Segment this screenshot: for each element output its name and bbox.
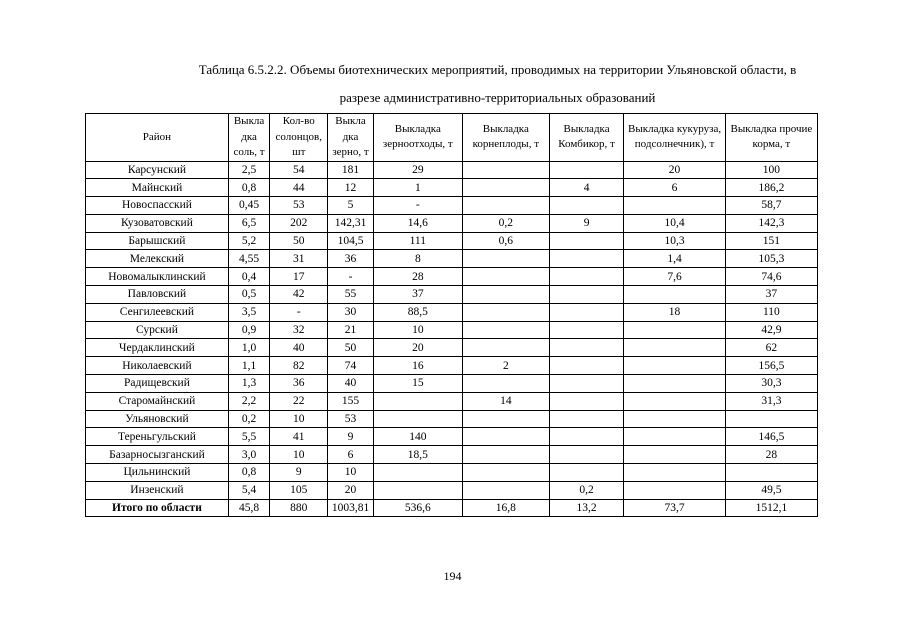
value-cell: 146,5 (725, 428, 817, 446)
value-cell: 0,45 (228, 197, 269, 215)
region-cell: Мелекский (86, 250, 229, 268)
value-cell (462, 161, 549, 179)
header-row (86, 114, 818, 162)
value-cell: 105 (270, 481, 328, 499)
value-cell: 41 (270, 428, 328, 446)
value-cell: 110 (725, 303, 817, 321)
value-cell: - (270, 303, 328, 321)
value-cell (462, 464, 549, 482)
region-cell: Сурский (86, 321, 229, 339)
value-cell: 88,5 (373, 303, 462, 321)
value-cell: 32 (270, 321, 328, 339)
value-cell (462, 268, 549, 286)
value-cell (462, 179, 549, 197)
column-header: Выкладка прочие корма, т (725, 114, 817, 162)
table-row (86, 179, 818, 197)
value-cell: 536,6 (373, 499, 462, 517)
value-cell (549, 375, 624, 393)
value-cell (549, 232, 624, 250)
value-cell: 37 (725, 286, 817, 304)
value-cell: 21 (328, 321, 374, 339)
value-cell: 58,7 (725, 197, 817, 215)
value-cell (624, 375, 725, 393)
value-cell (462, 446, 549, 464)
value-cell: 53 (328, 410, 374, 428)
table-row (86, 446, 818, 464)
region-cell: Николаевский (86, 357, 229, 375)
table-row (86, 321, 818, 339)
value-cell: 36 (328, 250, 374, 268)
value-cell: 40 (328, 375, 374, 393)
value-cell (624, 339, 725, 357)
value-cell (462, 375, 549, 393)
column-header: Выкладка Комбикор, т (549, 114, 624, 162)
value-cell (624, 410, 725, 428)
column-header: Выкладка кукуруза, подсолнечник), т (624, 114, 725, 162)
value-cell (462, 481, 549, 499)
value-cell: 1512,1 (725, 499, 817, 517)
region-cell: Новоспасский (86, 197, 229, 215)
region-cell: Цильнинский (86, 464, 229, 482)
value-cell (549, 321, 624, 339)
value-cell: 142,3 (725, 214, 817, 232)
value-cell: 3,5 (228, 303, 269, 321)
value-cell: 186,2 (725, 179, 817, 197)
value-cell (373, 392, 462, 410)
region-cell: Итого по области (86, 499, 229, 517)
value-cell: 44 (270, 179, 328, 197)
value-cell (549, 446, 624, 464)
value-cell: 10 (270, 446, 328, 464)
table-row (86, 428, 818, 446)
total-row (86, 499, 818, 517)
value-cell: 10,3 (624, 232, 725, 250)
value-cell: 142,31 (328, 214, 374, 232)
value-cell: 9 (270, 464, 328, 482)
value-cell: 49,5 (725, 481, 817, 499)
value-cell: 2 (462, 357, 549, 375)
value-cell: 10 (373, 321, 462, 339)
value-cell: 4 (549, 179, 624, 197)
value-cell: 5,2 (228, 232, 269, 250)
table-row (86, 214, 818, 232)
region-cell: Барышский (86, 232, 229, 250)
value-cell: 74 (328, 357, 374, 375)
value-cell (462, 339, 549, 357)
value-cell: 181 (328, 161, 374, 179)
value-cell (462, 303, 549, 321)
value-cell: 8 (373, 250, 462, 268)
value-cell: 28 (725, 446, 817, 464)
value-cell (549, 161, 624, 179)
value-cell: 104,5 (328, 232, 374, 250)
value-cell (549, 428, 624, 446)
value-cell (549, 286, 624, 304)
column-header: Выкла дка соль, т (228, 114, 269, 162)
value-cell (624, 446, 725, 464)
value-cell: 82 (270, 357, 328, 375)
value-cell: 0,2 (228, 410, 269, 428)
region-cell: Старомайнский (86, 392, 229, 410)
data-table (85, 113, 818, 517)
region-cell: Тереньгульский (86, 428, 229, 446)
value-cell: 0,4 (228, 268, 269, 286)
value-cell: 40 (270, 339, 328, 357)
value-cell: 10,4 (624, 214, 725, 232)
value-cell: 30,3 (725, 375, 817, 393)
value-cell (725, 410, 817, 428)
value-cell: 74,6 (725, 268, 817, 286)
value-cell (624, 428, 725, 446)
value-cell: 20 (624, 161, 725, 179)
value-cell (462, 286, 549, 304)
value-cell: 0,8 (228, 464, 269, 482)
value-cell (624, 357, 725, 375)
value-cell (549, 303, 624, 321)
table-row (86, 464, 818, 482)
table-row (86, 481, 818, 499)
value-cell: 22 (270, 392, 328, 410)
value-cell: 1,4 (624, 250, 725, 268)
table-title: Таблица 6.5.2.2. Объемы биотехнических мероприятий, проводимых на территории Ульяновской области, в (198, 62, 797, 77)
value-cell: 45,8 (228, 499, 269, 517)
value-cell: 9 (328, 428, 374, 446)
value-cell: 5 (328, 197, 374, 215)
value-cell (373, 481, 462, 499)
table-row (86, 268, 818, 286)
table-row (86, 410, 818, 428)
value-cell: 140 (373, 428, 462, 446)
value-cell: 1,3 (228, 375, 269, 393)
value-cell (462, 197, 549, 215)
value-cell: 1 (373, 179, 462, 197)
value-cell (549, 410, 624, 428)
value-cell: 9 (549, 214, 624, 232)
value-cell (462, 410, 549, 428)
value-cell: 30 (328, 303, 374, 321)
value-cell (549, 268, 624, 286)
value-cell: 2,2 (228, 392, 269, 410)
value-cell: - (328, 268, 374, 286)
region-cell: Сенгилеевский (86, 303, 229, 321)
value-cell: 36 (270, 375, 328, 393)
value-cell: 100 (725, 161, 817, 179)
table-row (86, 392, 818, 410)
region-cell: Радищевский (86, 375, 229, 393)
value-cell: 0,5 (228, 286, 269, 304)
value-cell: 6 (328, 446, 374, 464)
value-cell: 10 (270, 410, 328, 428)
value-cell: 111 (373, 232, 462, 250)
value-cell (624, 321, 725, 339)
value-cell: 3,0 (228, 446, 269, 464)
value-cell: 18,5 (373, 446, 462, 464)
value-cell: 42,9 (725, 321, 817, 339)
table-row (86, 303, 818, 321)
value-cell: 0,6 (462, 232, 549, 250)
value-cell: 6 (624, 179, 725, 197)
value-cell: 54 (270, 161, 328, 179)
value-cell: 1,1 (228, 357, 269, 375)
value-cell: 0,2 (462, 214, 549, 232)
column-header: Выкладка зерноотходы, т (373, 114, 462, 162)
value-cell: 6,5 (228, 214, 269, 232)
value-cell: 7,6 (624, 268, 725, 286)
value-cell: 16 (373, 357, 462, 375)
table-row (86, 339, 818, 357)
table-subtitle: разрезе административно-территориальных образований (339, 90, 656, 105)
region-cell: Кузоватовский (86, 214, 229, 232)
page-number: 194 (443, 569, 462, 583)
value-cell (549, 197, 624, 215)
value-cell: 4,55 (228, 250, 269, 268)
value-cell: 105,3 (725, 250, 817, 268)
value-cell: 37 (373, 286, 462, 304)
value-cell (549, 357, 624, 375)
value-cell: 53 (270, 197, 328, 215)
value-cell: - (373, 197, 462, 215)
region-cell: Чердаклинский (86, 339, 229, 357)
value-cell (462, 321, 549, 339)
value-cell (624, 286, 725, 304)
value-cell (624, 197, 725, 215)
region-cell: Павловский (86, 286, 229, 304)
value-cell: 20 (328, 481, 374, 499)
value-cell (549, 250, 624, 268)
column-header: Кол-во солонцов, шт (270, 114, 328, 162)
value-cell: 50 (328, 339, 374, 357)
value-cell: 62 (725, 339, 817, 357)
value-cell: 10 (328, 464, 374, 482)
region-cell: Майнский (86, 179, 229, 197)
value-cell: 31 (270, 250, 328, 268)
value-cell: 20 (373, 339, 462, 357)
value-cell (624, 481, 725, 499)
region-cell: Базарносызганский (86, 446, 229, 464)
table-row (86, 197, 818, 215)
region-cell: Инзенский (86, 481, 229, 499)
value-cell: 880 (270, 499, 328, 517)
column-header: Выкла дка зерно, т (328, 114, 374, 162)
value-cell (373, 464, 462, 482)
value-cell: 155 (328, 392, 374, 410)
value-cell (549, 392, 624, 410)
table-row (86, 250, 818, 268)
value-cell: 0,9 (228, 321, 269, 339)
value-cell (549, 339, 624, 357)
value-cell: 42 (270, 286, 328, 304)
value-cell: 1,0 (228, 339, 269, 357)
value-cell: 12 (328, 179, 374, 197)
value-cell: 0,8 (228, 179, 269, 197)
value-cell: 16,8 (462, 499, 549, 517)
region-cell: Ульяновский (86, 410, 229, 428)
value-cell (462, 428, 549, 446)
value-cell: 0,2 (549, 481, 624, 499)
region-cell: Новомалыклинский (86, 268, 229, 286)
value-cell (462, 250, 549, 268)
value-cell: 55 (328, 286, 374, 304)
value-cell (624, 464, 725, 482)
table-row (86, 375, 818, 393)
value-cell: 151 (725, 232, 817, 250)
value-cell: 13,2 (549, 499, 624, 517)
value-cell: 18 (624, 303, 725, 321)
value-cell (624, 392, 725, 410)
value-cell: 29 (373, 161, 462, 179)
value-cell (725, 464, 817, 482)
value-cell: 5,4 (228, 481, 269, 499)
value-cell: 17 (270, 268, 328, 286)
value-cell: 50 (270, 232, 328, 250)
value-cell (549, 464, 624, 482)
value-cell: 28 (373, 268, 462, 286)
table-row (86, 161, 818, 179)
value-cell: 31,3 (725, 392, 817, 410)
value-cell: 156,5 (725, 357, 817, 375)
table-body (86, 161, 818, 517)
value-cell: 14,6 (373, 214, 462, 232)
value-cell: 1003,81 (328, 499, 374, 517)
region-cell: Карсунский (86, 161, 229, 179)
table-row (86, 286, 818, 304)
value-cell: 2,5 (228, 161, 269, 179)
column-header: Выкладка корнеплоды, т (462, 114, 549, 162)
value-cell: 73,7 (624, 499, 725, 517)
value-cell: 15 (373, 375, 462, 393)
value-cell: 202 (270, 214, 328, 232)
table-row (86, 232, 818, 250)
value-cell: 14 (462, 392, 549, 410)
value-cell (373, 410, 462, 428)
table-row (86, 357, 818, 375)
value-cell: 5,5 (228, 428, 269, 446)
column-header: Район (86, 114, 229, 162)
